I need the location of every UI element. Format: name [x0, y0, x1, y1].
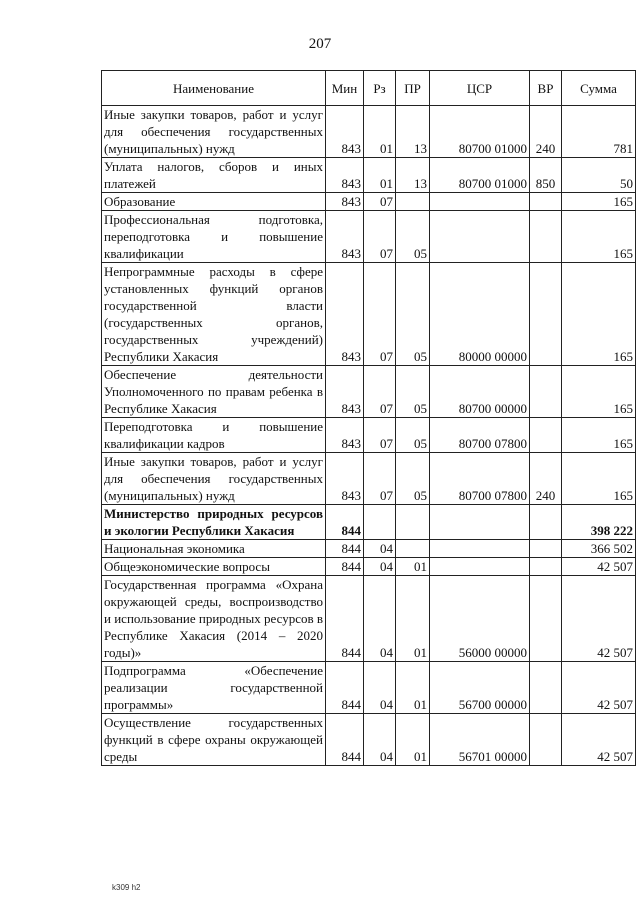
cell-rz: 04 [364, 714, 396, 766]
cell-sum: 42 507 [562, 558, 636, 576]
cell-csr: 80700 01000 [430, 158, 530, 193]
cell-min: 844 [326, 714, 364, 766]
cell-vr [530, 540, 562, 558]
cell-rz: 07 [364, 211, 396, 263]
cell-vr [530, 211, 562, 263]
cell-rz: 04 [364, 558, 396, 576]
table-body [102, 106, 636, 766]
cell-sum: 42 507 [562, 576, 636, 662]
cell-sum: 165 [562, 418, 636, 453]
table-row [102, 505, 636, 540]
cell-rz: 07 [364, 193, 396, 211]
cell-rz: 04 [364, 662, 396, 714]
cell-min: 844 [326, 662, 364, 714]
table-row [102, 366, 636, 418]
cell-rz: 01 [364, 106, 396, 158]
cell-pr: 01 [396, 576, 430, 662]
cell-pr: 05 [396, 366, 430, 418]
cell-rz: 07 [364, 263, 396, 366]
footer-code: k309 h2 [112, 883, 141, 892]
cell-sum: 398 222 [562, 505, 636, 540]
header-pr: ПР [396, 71, 430, 106]
cell-rz: 07 [364, 418, 396, 453]
cell-pr: 01 [396, 558, 430, 576]
cell-min: 844 [326, 576, 364, 662]
cell-csr [430, 193, 530, 211]
header-sum: Сумма [562, 71, 636, 106]
cell-sum: 781 [562, 106, 636, 158]
cell-min: 843 [326, 418, 364, 453]
cell-rz: 01 [364, 158, 396, 193]
cell-csr: 80700 07800 [430, 418, 530, 453]
cell-vr [530, 263, 562, 366]
cell-vr: 240 [530, 453, 562, 505]
cell-sum: 42 507 [562, 714, 636, 766]
cell-name: Уплата налогов, сборов и иных платежей [102, 158, 326, 193]
cell-min: 844 [326, 540, 364, 558]
cell-vr [530, 662, 562, 714]
table-row [102, 418, 636, 453]
cell-vr: 240 [530, 106, 562, 158]
cell-name: Профессиональная подготовка, переподготовка и повышение квалификации [102, 211, 326, 263]
cell-vr: 850 [530, 158, 562, 193]
cell-min: 843 [326, 366, 364, 418]
cell-min: 844 [326, 505, 364, 540]
cell-sum: 165 [562, 211, 636, 263]
cell-name: Переподготовка и повышение квалификации кадров [102, 418, 326, 453]
header-csr: ЦСР [430, 71, 530, 106]
cell-name: Непрограммные расходы в сфере установленных функций органов государственной власти (государственных органов, государственных учреждений) Республики Хакасия [102, 263, 326, 366]
cell-pr [396, 505, 430, 540]
cell-pr: 13 [396, 158, 430, 193]
cell-pr: 05 [396, 211, 430, 263]
budget-table [101, 70, 636, 766]
cell-name: Государственная программа «Охрана окружающей среды, воспроизводство и использование природных ресурсов в Республике Хакасия (2014 – 2020 годы)» [102, 576, 326, 662]
cell-csr [430, 540, 530, 558]
cell-csr: 80700 00000 [430, 366, 530, 418]
cell-vr [530, 558, 562, 576]
table-row [102, 558, 636, 576]
cell-csr: 80000 00000 [430, 263, 530, 366]
cell-csr: 80700 01000 [430, 106, 530, 158]
cell-csr: 56701 00000 [430, 714, 530, 766]
cell-sum: 50 [562, 158, 636, 193]
cell-name: Национальная экономика [102, 540, 326, 558]
cell-name: Министерство природных ресурсов и экологии Республики Хакасия [102, 505, 326, 540]
cell-pr: 05 [396, 418, 430, 453]
cell-pr [396, 193, 430, 211]
table-header-row [102, 71, 636, 106]
table-row [102, 662, 636, 714]
table-row [102, 106, 636, 158]
page-number: 207 [308, 36, 332, 52]
cell-pr: 01 [396, 714, 430, 766]
table-row [102, 540, 636, 558]
cell-vr [530, 505, 562, 540]
cell-sum: 366 502 [562, 540, 636, 558]
table-row [102, 576, 636, 662]
table-row [102, 714, 636, 766]
cell-csr [430, 505, 530, 540]
cell-name: Образование [102, 193, 326, 211]
cell-sum: 165 [562, 453, 636, 505]
table-row [102, 193, 636, 211]
cell-name: Иные закупки товаров, работ и услуг для обеспечения государственных (муниципальных) нужд [102, 453, 326, 505]
cell-min: 843 [326, 193, 364, 211]
cell-min: 843 [326, 263, 364, 366]
cell-sum: 165 [562, 366, 636, 418]
cell-vr [530, 366, 562, 418]
cell-rz: 04 [364, 576, 396, 662]
table-row [102, 158, 636, 193]
cell-name: Обеспечение деятельности Уполномоченного по правам ребенка в Республике Хакасия [102, 366, 326, 418]
cell-pr: 05 [396, 453, 430, 505]
header-name: Наименование [102, 71, 326, 106]
cell-vr [530, 714, 562, 766]
cell-rz [364, 505, 396, 540]
cell-name: Осуществление государственных функций в сфере охраны окружающей среды [102, 714, 326, 766]
cell-vr [530, 418, 562, 453]
cell-min: 843 [326, 158, 364, 193]
cell-name: Иные закупки товаров, работ и услуг для обеспечения государственных (муниципальных) нужд [102, 106, 326, 158]
header-vr: ВР [530, 71, 562, 106]
cell-name: Подпрограмма «Обеспечение реализации государственной программы» [102, 662, 326, 714]
cell-csr: 80700 07800 [430, 453, 530, 505]
cell-pr: 13 [396, 106, 430, 158]
cell-pr [396, 540, 430, 558]
cell-min: 844 [326, 558, 364, 576]
cell-vr [530, 193, 562, 211]
header-rz: Рз [364, 71, 396, 106]
cell-vr [530, 576, 562, 662]
cell-rz: 07 [364, 366, 396, 418]
table-row [102, 263, 636, 366]
cell-sum: 165 [562, 193, 636, 211]
cell-csr: 56700 00000 [430, 662, 530, 714]
cell-csr [430, 211, 530, 263]
table-row [102, 453, 636, 505]
cell-sum: 42 507 [562, 662, 636, 714]
cell-rz: 04 [364, 540, 396, 558]
cell-rz: 07 [364, 453, 396, 505]
cell-min: 843 [326, 211, 364, 263]
cell-min: 843 [326, 453, 364, 505]
cell-csr [430, 558, 530, 576]
cell-name: Общеэкономические вопросы [102, 558, 326, 576]
cell-min: 843 [326, 106, 364, 158]
cell-pr: 01 [396, 662, 430, 714]
cell-pr: 05 [396, 263, 430, 366]
cell-csr: 56000 00000 [430, 576, 530, 662]
cell-sum: 165 [562, 263, 636, 366]
table-row [102, 211, 636, 263]
header-min: Мин [326, 71, 364, 106]
